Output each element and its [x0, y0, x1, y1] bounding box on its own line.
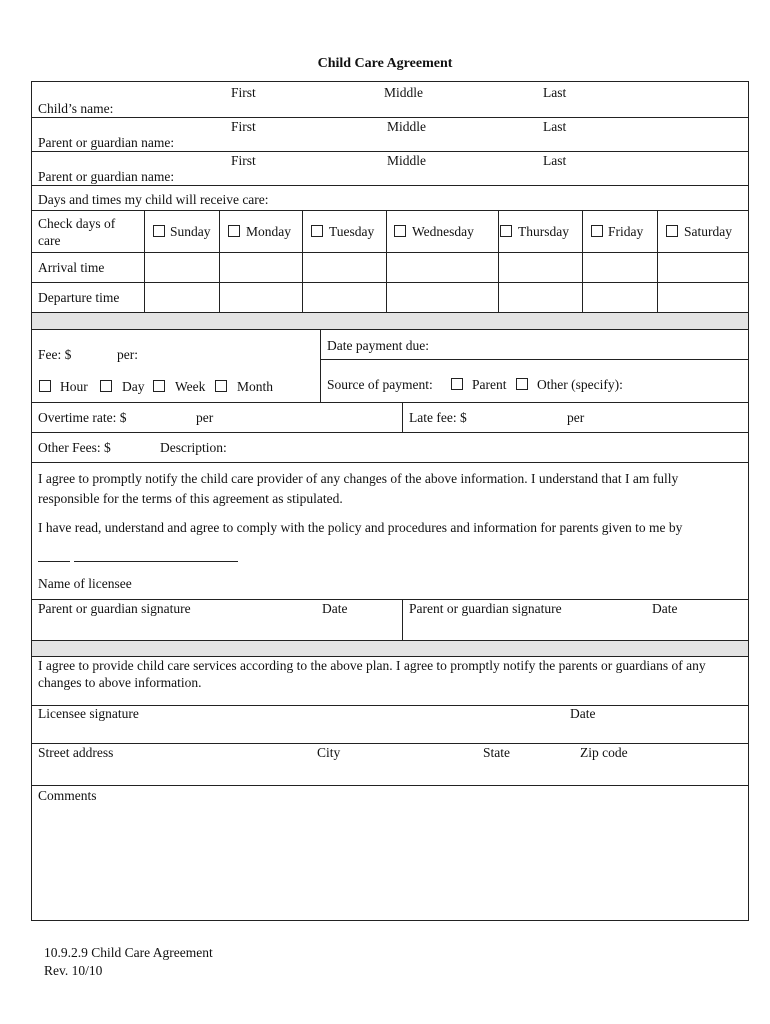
divider	[32, 402, 748, 403]
first-label: First	[231, 153, 256, 168]
date-label: Date	[570, 706, 596, 721]
first-label: First	[231, 85, 256, 100]
sunday-checkbox[interactable]	[153, 225, 165, 237]
agreement-form	[31, 81, 749, 921]
grid-line	[386, 210, 387, 312]
revision: Rev. 10/10	[44, 963, 103, 978]
zip-code-label: Zip code	[580, 745, 628, 760]
date-label: Date	[322, 601, 348, 616]
parent-signature-label: Parent or guardian signature	[409, 601, 562, 616]
week-checkbox[interactable]	[153, 380, 165, 392]
wednesday-label: Wednesday	[412, 224, 474, 239]
friday-checkbox[interactable]	[591, 225, 603, 237]
street-address-label: Street address	[38, 745, 114, 760]
date-label: Date	[652, 601, 678, 616]
saturday-label: Saturday	[684, 224, 732, 239]
licensee-signature-label: Licensee signature	[38, 706, 139, 721]
last-label: Last	[543, 119, 567, 134]
overtime-per-label: per	[196, 410, 214, 425]
divider	[32, 210, 748, 211]
tuesday-checkbox[interactable]	[311, 225, 323, 237]
grid-line	[144, 210, 145, 312]
saturday-checkbox[interactable]	[666, 225, 678, 237]
other-checkbox[interactable]	[516, 378, 528, 390]
grid-line	[219, 210, 220, 312]
source-of-payment-label: Source of payment:	[327, 377, 433, 392]
arrival-time-label: Arrival time	[38, 260, 105, 275]
shaded-separator	[32, 313, 748, 329]
fee-label: Fee: $	[38, 347, 72, 362]
month-checkbox[interactable]	[215, 380, 227, 392]
grid-line	[320, 329, 321, 402]
divider	[32, 462, 748, 463]
city-label: City	[317, 745, 341, 760]
month-label: Month	[237, 379, 274, 394]
late-fee-label: Late fee: $	[409, 410, 467, 425]
parent-name-label: Parent or guardian name:	[38, 135, 175, 150]
departure-time-label: Departure time	[38, 290, 120, 305]
divider	[32, 599, 748, 600]
sunday-label: Sunday	[170, 224, 211, 239]
tuesday-label: Tuesday	[329, 224, 375, 239]
licensee-name-label: Name of licensee	[38, 576, 132, 591]
divider	[32, 117, 748, 118]
monday-label: Monday	[246, 224, 291, 239]
day-label: Day	[122, 379, 145, 394]
date-payment-due-label: Date payment due:	[327, 338, 429, 353]
late-fee-per-label: per	[567, 410, 585, 425]
first-label: First	[231, 119, 256, 134]
grid-line	[402, 402, 403, 432]
days-times-label: Days and times my child will receive care:	[38, 192, 269, 207]
middle-label: Middle	[387, 119, 426, 134]
comments-label: Comments	[38, 788, 97, 803]
thursday-checkbox[interactable]	[500, 225, 512, 237]
licensee-name-line[interactable]	[74, 561, 238, 562]
grid-line	[582, 210, 583, 312]
agreement-paragraph-2: I have read, understand and agree to comply with the policy and procedures and information for parents given to me by	[38, 520, 683, 535]
divider	[32, 785, 748, 786]
hour-checkbox[interactable]	[39, 380, 51, 392]
middle-label: Middle	[384, 85, 423, 100]
parent-name-label: Parent or guardian name:	[38, 169, 175, 184]
check-days-label: Check days of care	[38, 216, 116, 248]
parent-checkbox[interactable]	[451, 378, 463, 390]
divider	[32, 329, 748, 330]
other-specify-label: Other (specify):	[537, 377, 623, 392]
hour-label: Hour	[60, 379, 88, 394]
overtime-rate-label: Overtime rate: $	[38, 410, 127, 425]
fee-per-label: per:	[117, 347, 138, 362]
grid-line	[657, 210, 658, 312]
description-label: Description:	[160, 440, 227, 455]
licensee-name-line[interactable]	[38, 561, 70, 562]
week-label: Week	[175, 379, 206, 394]
last-label: Last	[543, 153, 567, 168]
shaded-separator	[32, 641, 748, 656]
divider	[32, 743, 748, 744]
grid-line	[498, 210, 499, 312]
page-title: Child Care Agreement	[317, 56, 453, 71]
child-name-label: Child’s name:	[38, 101, 114, 116]
provider-agreement-paragraph: I agree to provide child care services according to the above plan. I agree to promptly notify the parents or guardians of any changes to above information.	[38, 658, 706, 690]
wednesday-checkbox[interactable]	[394, 225, 406, 237]
thursday-label: Thursday	[518, 224, 569, 239]
grid-line	[402, 599, 403, 640]
monday-checkbox[interactable]	[228, 225, 240, 237]
parent-signature-label: Parent or guardian signature	[38, 601, 191, 616]
form-number: 10.9.2.9 Child Care Agreement	[44, 945, 213, 960]
parent-label: Parent	[472, 377, 507, 392]
state-label: State	[483, 745, 510, 760]
divider	[32, 432, 748, 433]
divider	[32, 252, 748, 253]
comments-area[interactable]	[33, 808, 747, 916]
divider	[32, 185, 748, 186]
divider	[32, 282, 748, 283]
other-fees-label: Other Fees: $	[38, 440, 111, 455]
divider	[320, 359, 748, 360]
agreement-paragraph-1: I agree to promptly notify the child care provider of any changes of the above information. I understand that I am fully responsible for the terms of this agreement as stipulated.	[38, 471, 679, 506]
divider	[32, 705, 748, 706]
last-label: Last	[543, 85, 567, 100]
friday-label: Friday	[608, 224, 644, 239]
middle-label: Middle	[387, 153, 426, 168]
footer	[44, 944, 213, 980]
grid-line	[302, 210, 303, 312]
day-checkbox[interactable]	[100, 380, 112, 392]
divider	[32, 151, 748, 152]
